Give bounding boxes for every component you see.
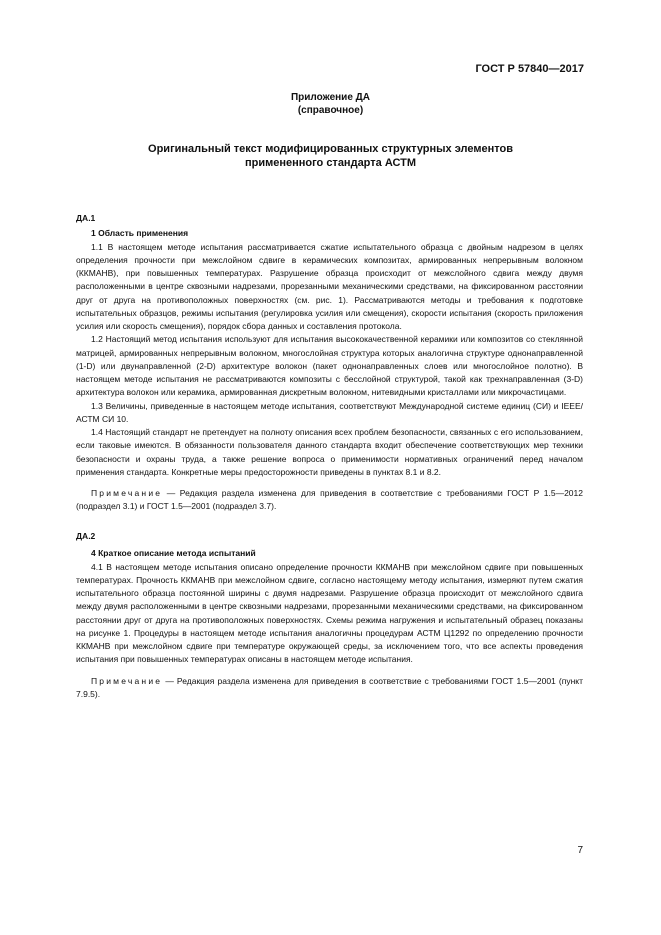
section-da1 — [76, 212, 583, 514]
appendix-subtitle: (справочное) — [297, 105, 364, 116]
document-title — [0, 142, 661, 170]
note-label: Примечание — [91, 675, 163, 686]
appendix-title: Приложение ДА — [290, 92, 371, 103]
document-title-line-2: примененного стандарта АСТМ — [244, 157, 417, 169]
section-da2 — [76, 530, 583, 701]
paragraph: 4.1 В настоящем методе испытания описано определение прочности ККМАНВ при межслойном сдвиге при повышенных температурах. Прочность ККМАНВ при межслойном сдвиге, согласно настоящему методу испытания, измеряют путем сжатия испытательного образца постоянной ширины с двумя надрезами. Разрушение образца происходит от межслойного сдвига между двумя расположенными в центре сквозными надрезами, прорезанными механическими средствами, на фиксированном расстоянии друг от друга на противоположных поверхностях. Схемы режима нагружения и испытательный образец показаны на рисунке 1. Процедуры в настоящем методе испытания аналогичны процедурам АСТМ Ц1292 по определению прочности ККМАНВ при межслойном сдвиге при температуре окружающей среды, за исключением того, что все аспекты проведения испытания при повышенных температурах описаны в настоящем методе испытания. — [76, 561, 583, 665]
section-heading: 4 Краткое описание метода испытаний — [91, 548, 256, 559]
document-title-line-1: Оригинальный текст модифицированных структурных элементов — [148, 143, 513, 155]
section-heading: 1 Область применения — [91, 228, 189, 239]
paragraph: 1.4 Настоящий стандарт не претендует на полноту описания всех проблем безопасности, связанных с его использованием, если таковые имеются. В обязанности пользователя данного стандарта входит обеспечение соответствующих мер техники безопасности и охраны труда, а также решение вопроса о применимости нормативных ограничений перед началом применения стандарта. Конкретные меры предосторожности приведены в пунктах 8.1 и 8.2. — [76, 427, 583, 477]
note-text: — Редакция раздела изменена для приведения в соответствие с требованиями ГОСТ 1.5—2001 (пункт 7.9.5). — [76, 675, 583, 699]
paragraph: 1.3 Величины, приведенные в настоящем методе испытания, соответствуют Международной системе единиц (СИ) и IEEE/АСТМ СИ 10. — [76, 400, 583, 424]
note-label: Примечание — [91, 488, 163, 498]
note-text: — Редакция раздела изменена для приведения в соответствие с требованиями ГОСТ Р 1.5—2012 (подраздел 3.1) и ГОСТ 1.5—2001 (подраздел 3.7). — [76, 488, 583, 512]
paragraph: 1.2 Настоящий метод испытания используют для испытания высококачественной керамики или композитов со стеклянной матрицей, армированных непрерывным волокном, многослойная структура которых аналогична структуре однонаправленной (1-D) или двунаправленной (2-D) архитектуре волокон (пакет однонаправленных слоев или многослойное полотно). В настоящем методе испытания не рассматриваются композиты с бесслойной структурой, такой как трехнаправленная (3-D) архитектура волокон или керамика, армированная дискретным волокном, нитевидными кристаллами или микрочастицами. — [76, 334, 583, 398]
document-code: ГОСТ Р 57840—2017 — [475, 63, 584, 75]
appendix-heading — [0, 91, 661, 117]
note — [76, 487, 583, 514]
paragraph: 1.1 В настоящем методе испытания рассматривается сжатие испытательного образца с двойным надрезом в целях определения прочности при межслойном сдвиге в керамических композитах, армированных непрерывным волокном (ККМАНВ), при повышенных температурах. Разрушение образца происходит от межслойного сдвига между двумя расположенными в центре сквозными надрезами, прорезанными механическими средствами, на фиксированном расстоянии друг от друга на противоположных поверхностях (см. рис. 1). Рассматриваются методы и требования к подготовке испытательных образцов, режимы испытания (регулировка усилия или смещения), скорости испытания (скорость приложения усилия или скорость смещения), порядок сбора данных и составления протокола. — [76, 241, 583, 331]
page-number: 7 — [577, 845, 583, 856]
section-label: ДА.1 — [76, 213, 96, 223]
note — [76, 675, 583, 702]
section-label: ДА.2 — [76, 531, 96, 541]
